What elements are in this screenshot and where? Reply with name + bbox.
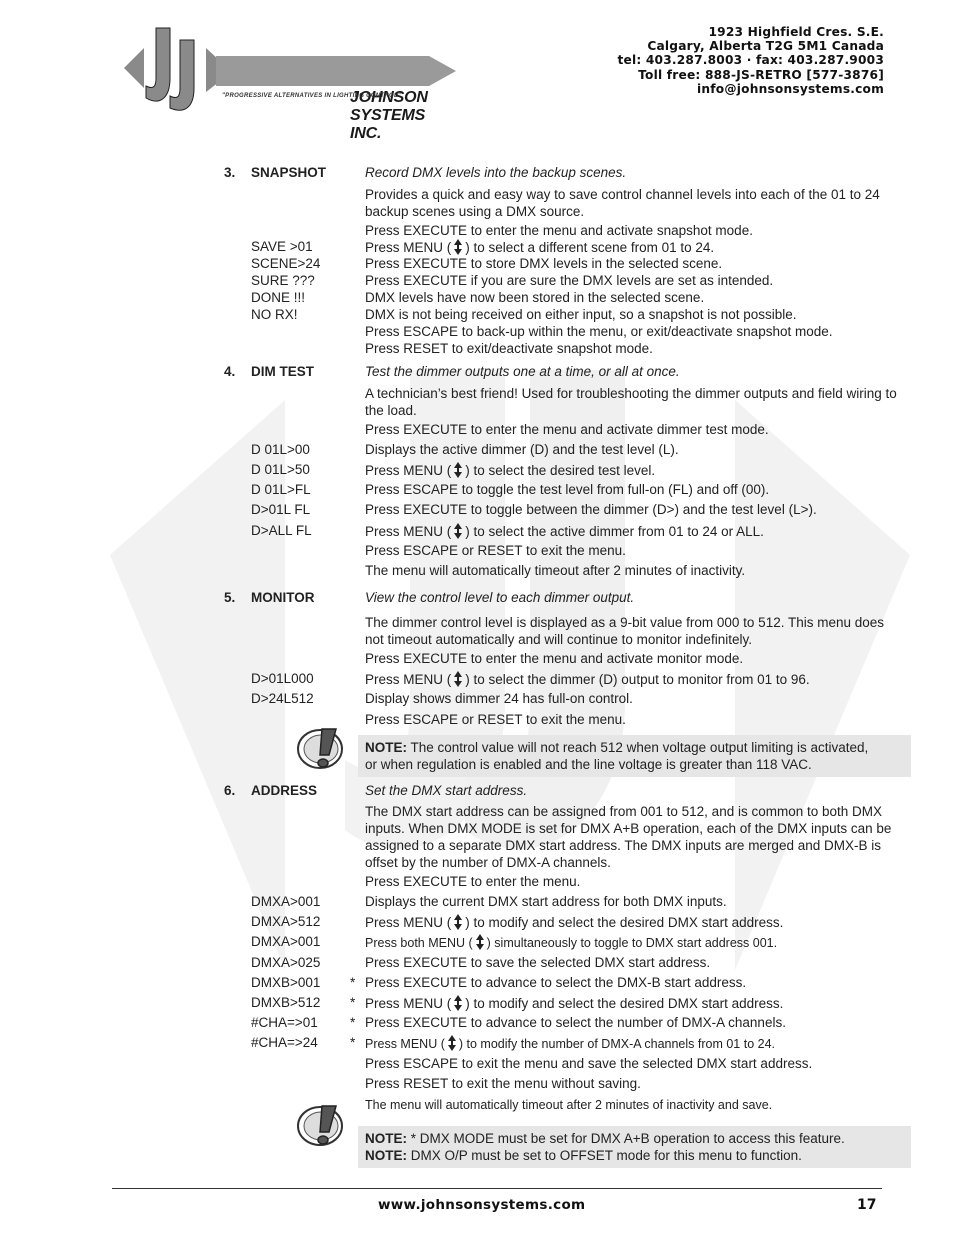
- display-readout: DMXB>001: [251, 975, 321, 990]
- section-number: 5.: [224, 590, 236, 605]
- exclamation-warning-icon: [296, 727, 352, 771]
- section-subtitle: View the control level to each dimmer output.: [365, 590, 635, 605]
- note-text: * DMX MODE must be set for DMX A+B operation to access this feature.: [407, 1131, 845, 1146]
- note-label: NOTE:: [365, 1131, 407, 1146]
- instruction-line: Press EXECUTE to store DMX levels in the selected scene.: [365, 256, 723, 271]
- address-phone: tel: 403.287.8003 · fax: 403.287.9003: [617, 53, 884, 68]
- section-title: SNAPSHOT: [251, 165, 327, 180]
- instruction-text: Press MENU (: [365, 524, 452, 539]
- instruction-line: [365, 671, 810, 688]
- instruction-line: Displays the active dimmer (D) and the test level (L).: [365, 442, 679, 457]
- section-subtitle: Set the DMX start address.: [365, 783, 528, 798]
- instruction-execute: Press EXECUTE to enter the menu and activate monitor mode.: [365, 651, 744, 666]
- display-readout: D>ALL FL: [251, 523, 312, 538]
- display-readout: D 01L>50: [251, 462, 310, 477]
- address-city: Calgary, Alberta T2G 5M1 Canada: [647, 39, 884, 54]
- note-box: [358, 1126, 911, 1168]
- instruction-line: [365, 995, 783, 1012]
- display-readout: NO RX!: [251, 307, 298, 322]
- section-intro: The dimmer control level is displayed as a 9-bit value from 000 to 512. This menu does not timeout automatically and will continue to monitor indefinitely.: [365, 615, 885, 647]
- instruction-text: ) to modify and select the desired DMX start address.: [465, 996, 784, 1011]
- address-street: 1923 Highfield Cres. S.E.: [708, 25, 884, 39]
- instruction-text: ) to modify and select the desired DMX start address.: [465, 915, 784, 930]
- footer-website-link[interactable]: www.johnsonsystems.com: [378, 1197, 586, 1213]
- instruction-text: Press MENU (: [365, 463, 452, 478]
- display-readout: DMXA>001: [251, 894, 321, 909]
- asterisk-marker: *: [350, 1015, 356, 1030]
- note-label: NOTE:: [365, 1148, 407, 1163]
- instruction-escape: Press ESCAPE or RESET to exit the menu.: [365, 543, 626, 558]
- instruction-execute: Press EXECUTE to enter the menu and activate snapshot mode.: [365, 223, 753, 238]
- asterisk-marker: *: [350, 975, 356, 990]
- note-label: NOTE:: [365, 740, 407, 755]
- logo-name: JOHNSON SYSTEMS INC.: [350, 89, 428, 142]
- address-tollfree: Toll free: 888-JS-RETRO [577-3876]: [638, 67, 884, 82]
- display-readout: D>24L512: [251, 691, 314, 706]
- instruction-text: Press MENU (: [365, 996, 452, 1011]
- display-readout: D 01L>00: [251, 442, 310, 457]
- note-line: [365, 1131, 845, 1146]
- note-box: [358, 735, 911, 777]
- up-down-arrow-icon: [453, 914, 463, 930]
- instruction-line: Display shows dimmer 24 has full-on control.: [365, 691, 633, 706]
- instruction-reset: Press RESET to exit the menu without saving.: [365, 1076, 641, 1091]
- up-down-arrow-icon: [453, 523, 463, 539]
- asterisk-marker: *: [350, 995, 356, 1010]
- display-readout: SURE ???: [251, 273, 315, 288]
- section-title: MONITOR: [251, 590, 315, 605]
- instruction-execute: Press EXECUTE to enter the menu.: [365, 874, 581, 889]
- instruction-line: [365, 239, 714, 256]
- section-intro: Provides a quick and easy way to save control channel levels into each of the 01 to 24 backup scenes using a DMX source.: [365, 187, 880, 219]
- instruction-text: Press both MENU (: [365, 936, 473, 950]
- instruction-line: Press EXECUTE to toggle between the dimmer (D>) and the test level (L>).: [365, 502, 817, 517]
- footer-divider: [112, 1188, 882, 1189]
- instruction-text: ) to select the desired test level.: [465, 463, 656, 478]
- section-intro: The DMX start address can be assigned from 001 to 512, and is common to both DMX inputs. When DMX MODE is set for DMX A+B operation, each of the DMX inputs can be assigned to a separate DMX start address. The DMX inputs are merged and DMX-B is offset by the number of DMX-A channels.: [365, 804, 892, 870]
- display-readout: DMXB>512: [251, 995, 321, 1010]
- note-line: or when regulation is enabled and the line voltage is greater than 118 VAC.: [365, 757, 812, 772]
- instruction-execute: Press EXECUTE to enter the menu and activate dimmer test mode.: [365, 422, 769, 437]
- instruction-text: ) to modify the number of DMX-A channels from 01 to 24.: [458, 1037, 775, 1051]
- display-readout: #CHA=>24: [251, 1035, 318, 1050]
- instruction-line: [365, 462, 655, 479]
- instruction-escape: Press ESCAPE to back-up within the menu, or exit/deactivate snapshot mode.: [365, 324, 833, 339]
- note-text: The control value will not reach 512 when voltage output limiting is activated,: [407, 740, 869, 755]
- instruction-text: ) to select the dimmer (D) output to monitor from 01 to 96.: [465, 672, 810, 687]
- instruction-text: Press MENU (: [365, 915, 452, 930]
- display-readout: D 01L>FL: [251, 482, 311, 497]
- section-title: DIM TEST: [251, 364, 314, 379]
- section-subtitle: Test the dimmer outputs one at a time, or all at once.: [365, 364, 680, 379]
- section-number: 6.: [224, 783, 236, 798]
- note-line: [365, 740, 868, 755]
- up-down-arrow-icon: [453, 239, 463, 255]
- up-down-arrow-icon: [447, 1035, 457, 1051]
- instruction-line: Press EXECUTE to advance to select the DMX-B start address.: [365, 975, 747, 990]
- instruction-text: ) to select the active dimmer from 01 to 24 or ALL.: [465, 524, 764, 539]
- instruction-escape: Press ESCAPE to exit the menu and save the selected DMX start address.: [365, 1056, 813, 1071]
- display-readout: D>01L FL: [251, 502, 311, 517]
- instruction-text: ) simultaneously to toggle to DMX start address 001.: [486, 936, 778, 950]
- instruction-line: [365, 914, 783, 931]
- instruction-line: [365, 523, 764, 540]
- instruction-reset: Press RESET to exit/deactivate snapshot mode.: [365, 341, 653, 356]
- instruction-text: Press MENU (: [365, 672, 452, 687]
- address-email: info@johnsonsystems.com: [697, 81, 884, 96]
- display-readout: D>01L000: [251, 671, 314, 686]
- instruction-text: ) to select a different scene from 01 to 24.: [465, 240, 715, 255]
- instruction-line: DMX is not being received on either input, so a snapshot is not possible.: [365, 307, 797, 322]
- section-number: 4.: [224, 364, 236, 379]
- section-intro: A technician’s best friend! Used for troubleshooting the dimmer outputs and field wiring to the load.: [365, 386, 897, 418]
- instruction-line: DMX levels have now been stored in the selected scene.: [365, 290, 705, 305]
- section-number: 3.: [224, 165, 236, 180]
- exclamation-warning-icon: [296, 1104, 352, 1148]
- instruction-line: Press ESCAPE to toggle the test level from full-on (FL) and off (00).: [365, 482, 770, 497]
- instruction-timeout: The menu will automatically timeout after 2 minutes of inactivity and save.: [365, 1098, 773, 1112]
- instruction-line: Press EXECUTE to save the selected DMX start address.: [365, 955, 711, 970]
- logo-tagline: "PROGRESSIVE ALTERNATIVES IN LIGHTING CONTROL": [222, 93, 402, 99]
- display-readout: DMXA>512: [251, 914, 321, 929]
- company-logo: [124, 26, 459, 142]
- note-text: DMX O/P must be set to OFFSET mode for this menu to function.: [407, 1148, 802, 1163]
- up-down-arrow-icon: [453, 995, 463, 1011]
- instruction-line: Press EXECUTE if you are sure the DMX levels are set as intended.: [365, 273, 774, 288]
- display-readout: DMXA>001: [251, 934, 321, 949]
- section-subtitle: Record DMX levels into the backup scenes.: [365, 165, 627, 180]
- display-readout: DONE !!!: [251, 290, 306, 305]
- instruction-escape: Press ESCAPE or RESET to exit the menu.: [365, 712, 626, 727]
- up-down-arrow-icon: [453, 671, 463, 687]
- instruction-line: Press EXECUTE to advance to select the number of DMX-A channels.: [365, 1015, 786, 1030]
- display-readout: SCENE>24: [251, 256, 321, 271]
- display-readout: DMXA>025: [251, 955, 321, 970]
- up-down-arrow-icon: [453, 462, 463, 478]
- asterisk-marker: *: [350, 1035, 356, 1050]
- company-address: [617, 25, 884, 96]
- instruction-line: [365, 934, 777, 951]
- instruction-line: Displays the current DMX start address for both DMX inputs.: [365, 894, 727, 909]
- section-title: ADDRESS: [251, 783, 318, 798]
- instruction-line: [365, 1035, 775, 1052]
- page-number: 17: [857, 1197, 877, 1213]
- instruction-text: Press MENU (: [365, 240, 452, 255]
- instruction-timeout: The menu will automatically timeout after 2 minutes of inactivity.: [365, 563, 746, 578]
- display-readout: SAVE >01: [251, 239, 313, 254]
- display-readout: #CHA=>01: [251, 1015, 318, 1030]
- instruction-text: Press MENU (: [365, 1037, 445, 1051]
- up-down-arrow-icon: [475, 934, 485, 950]
- note-line: [365, 1148, 802, 1163]
